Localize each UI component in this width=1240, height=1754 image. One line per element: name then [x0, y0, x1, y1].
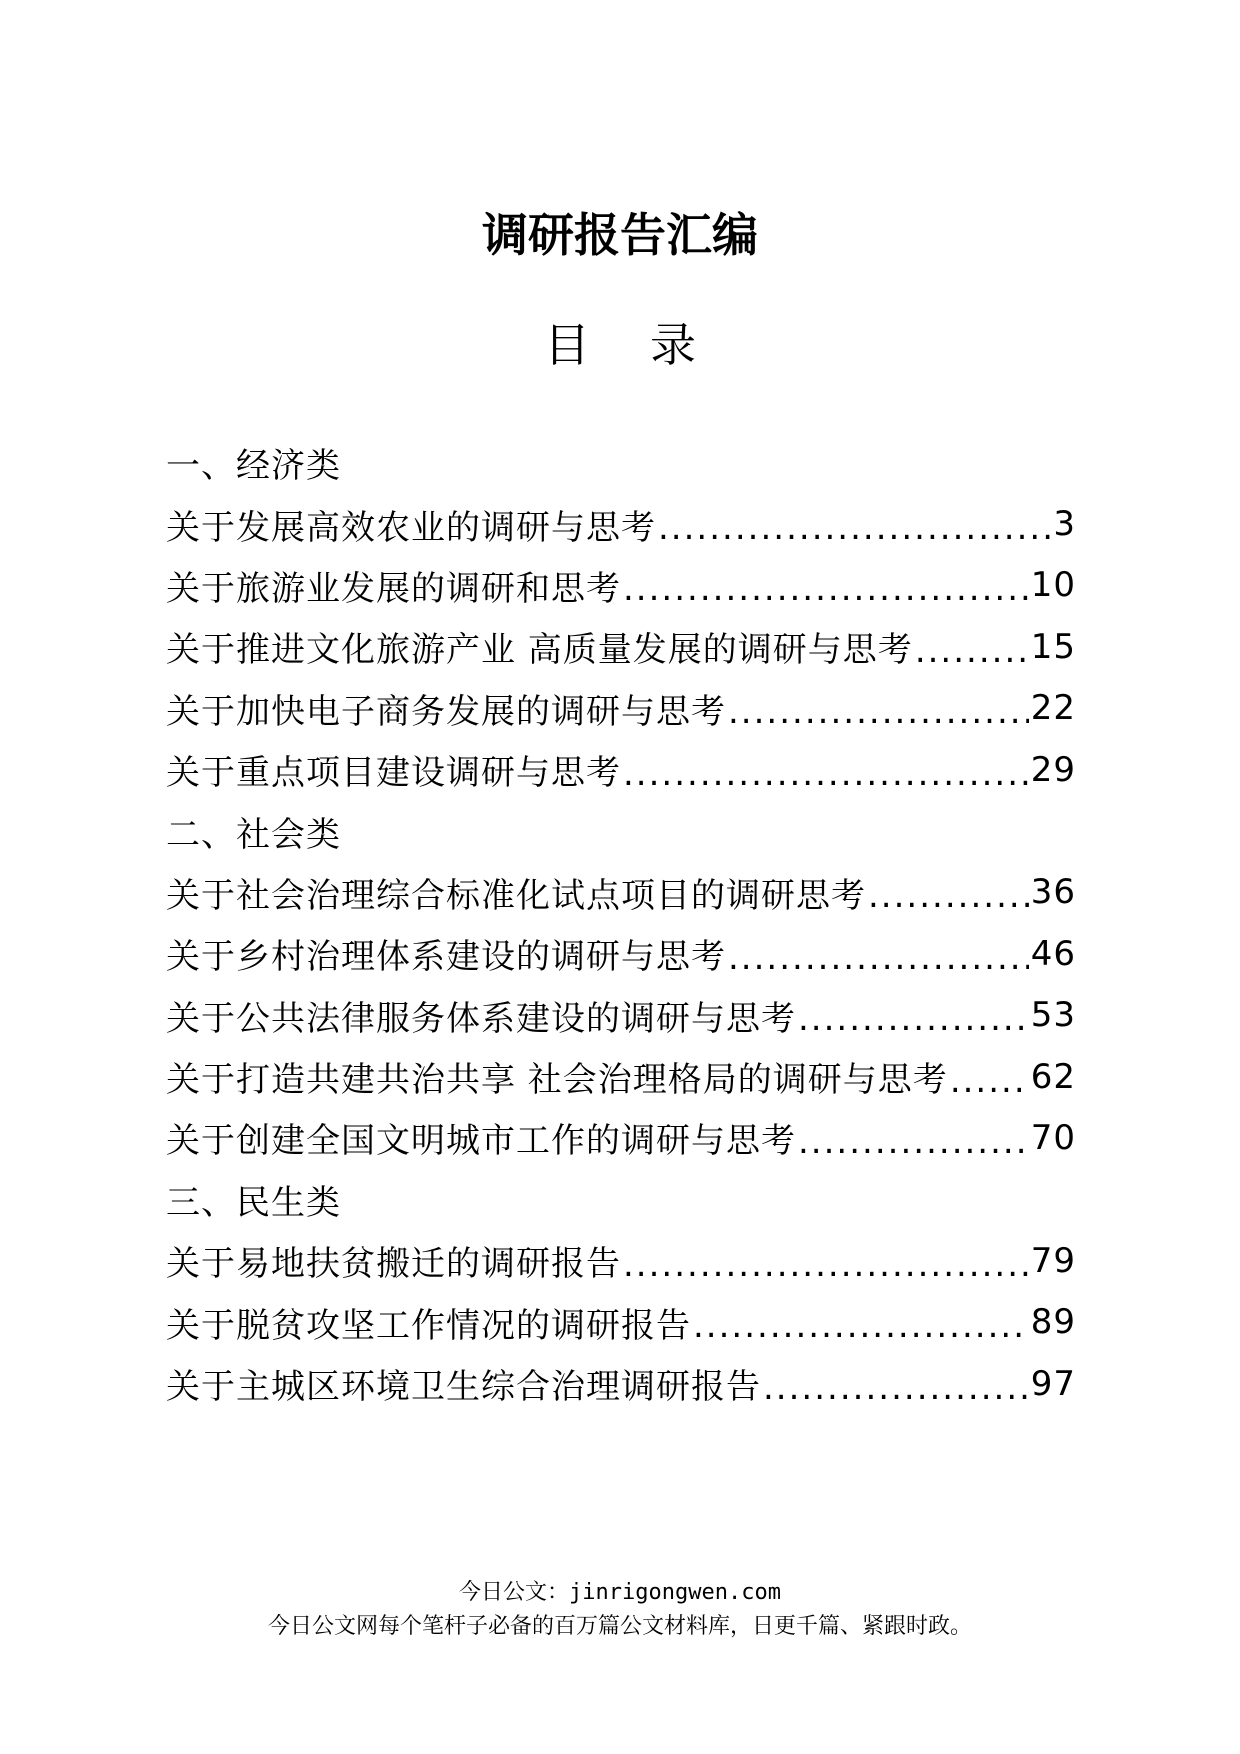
document-title: 调研报告汇编 — [482, 208, 758, 262]
toc-page-number: 15 — [1030, 626, 1076, 667]
toc-entry-title: 关于重点项目建设调研与思考 — [166, 753, 621, 794]
toc-entry[interactable] — [166, 862, 1076, 923]
toc-entry-title: 关于公共法律服务体系建设的调研与思考 — [166, 998, 796, 1039]
toc-entry-title: 关于易地扶贫搬迁的调研报告 — [166, 1244, 621, 1285]
footer-site-url[interactable]: jinrigongwen.com — [569, 1580, 781, 1605]
toc-title — [0, 315, 1240, 375]
dot-leader — [623, 754, 1029, 794]
toc-entry[interactable] — [166, 1107, 1076, 1168]
toc-title-right: 录 — [650, 318, 696, 372]
dot-leader — [798, 999, 1029, 1039]
toc-entry[interactable] — [166, 678, 1076, 739]
toc-entry-title: 关于加快电子商务发展的调研与思考 — [166, 691, 726, 732]
toc-page-number: 36 — [1030, 872, 1076, 913]
toc-entry-title: 关于社会治理综合标准化试点项目的调研思考 — [166, 875, 866, 916]
toc-entry[interactable] — [166, 923, 1076, 984]
toc-page-number: 89 — [1030, 1302, 1076, 1343]
toc-page-number: 62 — [1030, 1056, 1076, 1097]
footer-site-line — [0, 1576, 1240, 1610]
toc-entry[interactable] — [166, 1291, 1076, 1352]
dot-leader — [950, 1061, 1029, 1101]
toc-page-number: 3 — [1053, 504, 1076, 545]
toc-entry[interactable] — [166, 739, 1076, 800]
dot-leader — [798, 1122, 1029, 1162]
toc-entry-title: 关于发展高效农业的调研与思考 — [166, 507, 656, 548]
toc-page-number: 10 — [1030, 565, 1076, 606]
toc-entry[interactable] — [166, 1353, 1076, 1414]
toc-entry-title: 关于主城区环境卫生综合治理调研报告 — [166, 1367, 761, 1408]
toc-entry-title: 关于打造共建共治共享 社会治理格局的调研与思考 — [166, 1060, 948, 1101]
toc-entry[interactable] — [166, 1230, 1076, 1291]
toc-page-number: 79 — [1030, 1240, 1076, 1281]
footer-site-label: 今日公文： — [459, 1580, 570, 1605]
toc-entry[interactable] — [166, 555, 1076, 616]
toc-entry-title: 关于推进文化旅游产业 高质量发展的调研与思考 — [166, 630, 913, 671]
dot-leader — [728, 938, 1029, 978]
dot-leader — [658, 508, 1051, 548]
toc-entry-title: 关于创建全国文明城市工作的调研与思考 — [166, 1121, 796, 1162]
toc-page-number: 22 — [1030, 688, 1076, 729]
dot-leader — [915, 631, 1029, 671]
dot-leader — [623, 569, 1029, 609]
toc-entry[interactable] — [166, 1046, 1076, 1107]
toc-entry[interactable] — [166, 616, 1076, 677]
toc-page-number: 97 — [1030, 1363, 1076, 1404]
toc-page-number: 29 — [1030, 749, 1076, 790]
toc-entry[interactable] — [166, 493, 1076, 554]
dot-leader — [728, 692, 1029, 732]
dot-leader — [693, 1306, 1029, 1346]
toc-entry[interactable] — [166, 985, 1076, 1046]
toc-section-heading: 二、社会类 — [166, 814, 341, 855]
toc-entry-title: 关于脱贫攻坚工作情况的调研报告 — [166, 1305, 691, 1346]
footer-tagline: 今日公文网每个笔杆子必备的百万篇公文材料库，日更千篇、紧跟时政。 — [267, 1614, 972, 1639]
dot-leader — [763, 1368, 1029, 1408]
toc-page-number: 53 — [1030, 995, 1076, 1036]
toc-section-heading: 三、民生类 — [166, 1182, 341, 1223]
toc-page-number: 70 — [1030, 1117, 1076, 1158]
dot-leader — [868, 876, 1029, 916]
toc-page-number: 46 — [1030, 933, 1076, 974]
toc-entry-title: 关于旅游业发展的调研和思考 — [166, 568, 621, 609]
page-footer — [0, 1576, 1240, 1644]
dot-leader — [623, 1245, 1029, 1285]
toc-title-left: 目 — [544, 318, 590, 372]
table-of-contents — [166, 432, 1076, 1414]
toc-section-heading: 一、经济类 — [166, 446, 341, 487]
toc-entry-title: 关于乡村治理体系建设的调研与思考 — [166, 937, 726, 978]
